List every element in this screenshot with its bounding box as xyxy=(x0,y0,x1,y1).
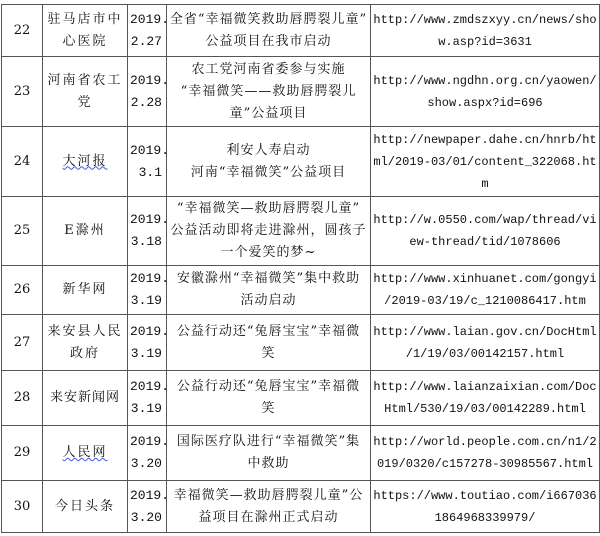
date-cell: 2019. 3.20 xyxy=(128,426,167,481)
url-cell[interactable]: https://www.toutiao.com/i667036 1864968339979/ xyxy=(371,481,600,533)
title-cell: 国际医疗队进行“幸福微笑”集 中救助 xyxy=(167,426,371,481)
row-number: 29 xyxy=(2,426,43,481)
source-cell xyxy=(43,426,128,481)
url-cell[interactable]: http://www.laianzaixian.com/Doc Html/530/19/03/00142289.html xyxy=(371,371,600,426)
row-number: 22 xyxy=(2,5,43,57)
date-cell: 2019. 3.19 xyxy=(128,266,167,315)
url-cell[interactable]: http://www.laian.gov.cn/DocHtml /1/19/03/00142157.html xyxy=(371,315,600,371)
title-cell: “幸福微笑—救助唇腭裂儿童” 公益活动即将走进滁州，圆孩子 一个爱笑的梦~ xyxy=(167,197,371,266)
date-cell: 2019. 2.28 xyxy=(128,57,167,127)
url-cell[interactable]: http://www.xinhuanet.com/gongyi /2019-03/19/c_1210086417.htm xyxy=(371,266,600,315)
table-row xyxy=(2,315,600,371)
media-coverage-table xyxy=(1,4,600,533)
source-text: 人民网 xyxy=(62,445,108,460)
table-row xyxy=(2,371,600,426)
row-number: 23 xyxy=(2,57,43,127)
title-cell: 全省“幸福微笑救助唇腭裂儿童” 公益项目在我市启动 xyxy=(167,5,371,57)
table-row xyxy=(2,5,600,57)
title-cell: 安徽滁州“幸福微笑”集中救助 活动启动 xyxy=(167,266,371,315)
table-row xyxy=(2,197,600,266)
table-row xyxy=(2,426,600,481)
date-cell: 2019. 3.19 xyxy=(128,315,167,371)
source-cell: 新华网 xyxy=(43,266,128,315)
url-cell[interactable]: http://world.people.com.cn/n1/2 019/0320/c157278-30985567.html xyxy=(371,426,600,481)
date-cell: 2019. 2.27 xyxy=(128,5,167,57)
row-number: 25 xyxy=(2,197,43,266)
table-row xyxy=(2,127,600,197)
date-cell: 2019. 3.19 xyxy=(128,371,167,426)
source-cell: 来安县人民 政府 xyxy=(43,315,128,371)
url-cell[interactable]: http://w.0550.com/wap/thread/vi ew-thread/tid/1078606 xyxy=(371,197,600,266)
date-cell: 2019. 3.1 xyxy=(128,127,167,197)
row-number: 24 xyxy=(2,127,43,197)
title-cell: 利安人寿启动 河南“幸福微笑”公益项目 xyxy=(167,127,371,197)
source-cell: E滁州 xyxy=(43,197,128,266)
url-cell[interactable]: http://www.ngdhn.org.cn/yaowen/ show.aspx?id=696 xyxy=(371,57,600,127)
date-cell: 2019. 3.18 xyxy=(128,197,167,266)
source-text: 大河报 xyxy=(62,153,108,169)
date-cell: 2019. 3.20 xyxy=(128,481,167,533)
title-cell: 农工党河南省委参与实施 “幸福微笑——救助唇腭裂儿 童”公益项目 xyxy=(167,57,371,127)
source-cell: 驻马店市中 心医院 xyxy=(43,5,128,57)
url-cell[interactable]: http://newpaper.dahe.cn/hnrb/ht ml/2019-03/01/content_322068.ht m xyxy=(371,127,600,197)
title-cell: 公益行动还“兔唇宝宝”幸福微 笑 xyxy=(167,315,371,371)
table-row xyxy=(2,57,600,127)
source-cell: 今日头条 xyxy=(43,481,128,533)
url-cell[interactable]: http://www.zmdszxyy.cn/news/sho w.asp?id=3631 xyxy=(371,5,600,57)
source-cell: 河南省农工 党 xyxy=(43,57,128,127)
row-number: 26 xyxy=(2,266,43,315)
title-cell: 公益行动还“兔唇宝宝”幸福微 笑 xyxy=(167,371,371,426)
row-number: 30 xyxy=(2,481,43,533)
table-row xyxy=(2,481,600,533)
source-cell xyxy=(43,127,128,197)
row-number: 28 xyxy=(2,371,43,426)
title-cell: 幸福微笑—救助唇腭裂儿童”公 益项目在滁州正式启动 xyxy=(167,481,371,533)
source-cell: 来安新闻网 xyxy=(43,371,128,426)
table-row xyxy=(2,266,600,315)
row-number: 27 xyxy=(2,315,43,371)
